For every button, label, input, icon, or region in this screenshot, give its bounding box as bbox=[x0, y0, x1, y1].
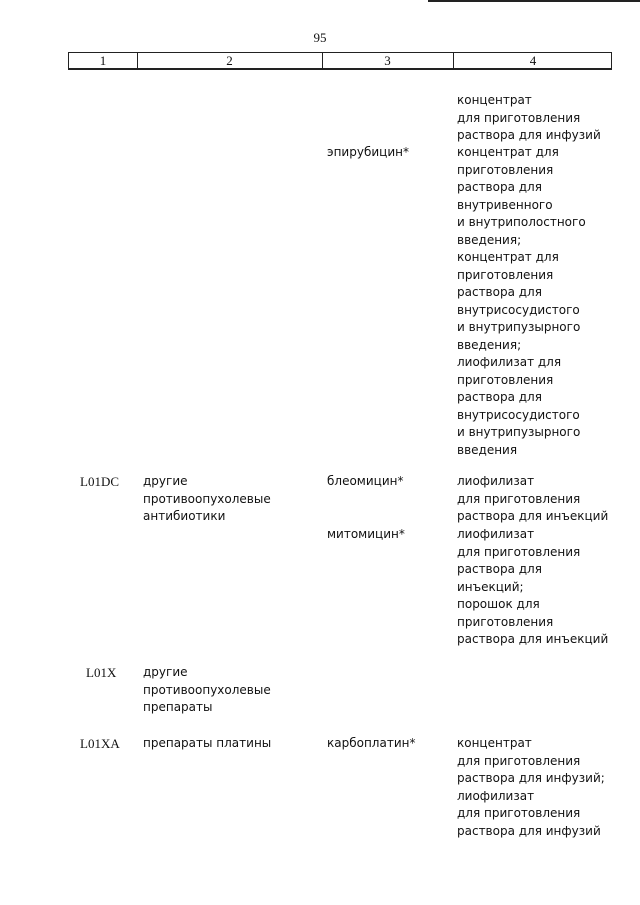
atc-code-cell: L01X bbox=[86, 665, 117, 680]
atc-group-cell: другие противоопухолевые антибиотики bbox=[143, 474, 271, 523]
drug-name-cell: эпирубицин* bbox=[327, 145, 409, 159]
dosage-form-cell: лиофилизат для приготовления раствора для инъекций; порошок для приготовления раствора для инъекций bbox=[457, 527, 609, 646]
atc-group-cell: другие противоопухолевые препараты bbox=[143, 665, 271, 714]
table-header bbox=[68, 52, 612, 70]
atc-code-cell: L01XA bbox=[80, 736, 120, 751]
dosage-form-cell: концентрат для приготовления раствора для инфузий; лиофилизат для приготовления раствора для инфузий bbox=[457, 736, 605, 838]
header-col-3: 3 bbox=[384, 53, 391, 68]
drug-name-cell: карбоплатин* bbox=[327, 736, 416, 750]
dosage-form-cell: концентрат для приготовления раствора для инфузий bbox=[457, 93, 601, 142]
page-number: 95 bbox=[313, 30, 327, 45]
drug-name-cell: блеомицин* bbox=[327, 474, 404, 488]
header-col-2: 2 bbox=[226, 53, 233, 68]
atc-code-cell: L01DC bbox=[80, 474, 119, 489]
dosage-form-cell: лиофилизат для приготовления раствора для инъекций bbox=[457, 474, 609, 523]
dosage-form-cell: концентрат для приготовления раствора для внутривенного и внутриполостного введения; концентрат для приготовления раствора для внутрисосудистого и внутрипузырного введения; лиофилизат для приготовления раствора для внутрисосудистого и внутрипузырного введения bbox=[457, 145, 586, 457]
header-col-1: 1 bbox=[99, 53, 107, 68]
top-rule bbox=[428, 0, 640, 2]
drug-name-cell: митомицин* bbox=[327, 527, 405, 541]
atc-group-cell: препараты платины bbox=[143, 736, 272, 750]
header-col-4: 4 bbox=[529, 53, 537, 68]
